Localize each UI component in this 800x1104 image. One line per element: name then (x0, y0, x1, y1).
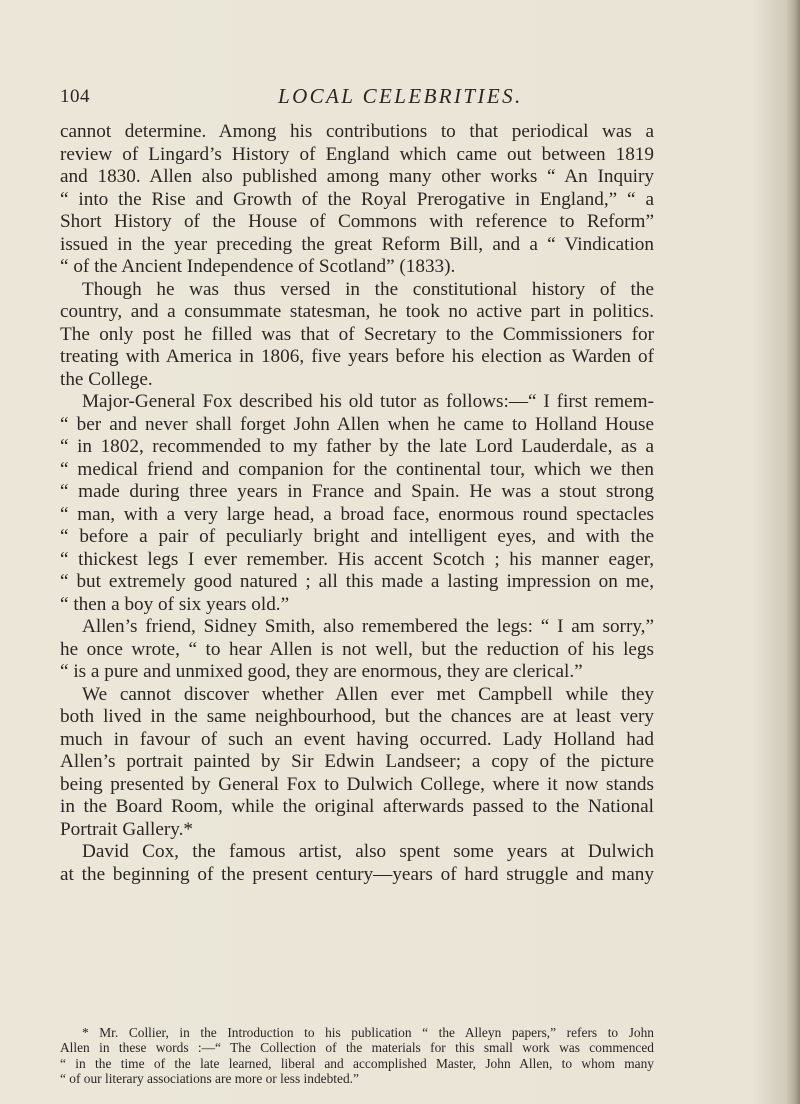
text-line: the College. (60, 368, 153, 390)
text-line: “ before a pair of peculiarly bright and intelligent eyes, and with the (60, 526, 654, 547)
text-line: being presented by General Fox to Dulwich College, where it now stands (60, 773, 654, 795)
text-line: he once wrote, “ to hear Allen is not well, but the reduction of his legs (60, 638, 654, 660)
page-edge-shadow (786, 0, 800, 1104)
text-line: “ made during three years in France and Spain. He was a stout strong (60, 481, 654, 502)
text-line: “ but extremely good natured ; all this made a lasting impression on me, (60, 571, 654, 592)
text-line: “ then a boy of six years old.” (60, 593, 290, 615)
text-line: treating with America in 1806, five years before his election as Warden of (60, 346, 654, 367)
text-line: Allen’s portrait painted by Sir Edwin Landseer; a copy of the picture (60, 751, 654, 772)
paragraph-start: Major-General Fox described his old tutor as follows:—“ I first remem- (82, 391, 654, 412)
text-line: cannot determine. Among his contributions to that periodical was a (60, 121, 654, 142)
text-line: issued in the year preceding the great Reform Bill, and a “ Vindication (60, 233, 654, 255)
footnote-line: “ of our literary associations are more or less indebted.” (60, 1070, 359, 1086)
text-line: Short History of the House of Commons with reference to Reform” (60, 211, 654, 232)
footnote-line: Allen in these words :—“ The Collection of the materials for this small work was commenced (60, 1040, 654, 1056)
body-text (60, 121, 654, 886)
paragraph-start: Though he was thus versed in the constitutional history of the (82, 278, 654, 300)
page-number: 104 (60, 86, 90, 107)
text-line: country, and a consummate statesman, he took no active part in politics. (60, 301, 654, 322)
text-line: both lived in the same neighbourhood, but the chances are at least very (60, 706, 654, 727)
text-line: and 1830. Allen also published among many other works “ An Inquiry (60, 166, 654, 187)
text-line: “ is a pure and unmixed good, they are enormous, they are clerical.” (60, 661, 583, 682)
running-head: LOCAL CELEBRITIES. (278, 84, 523, 108)
page-header (60, 84, 652, 114)
paragraph-start: Allen’s friend, Sidney Smith, also remembered the legs: “ I am sorry,” (82, 616, 654, 637)
text-line: The only post he filled was that of Secretary to the Commissioners for (60, 323, 654, 345)
text-line: “ thickest legs I ever remember. His accent Scotch ; his manner eager, (60, 548, 654, 570)
text-line: Portrait Gallery.* (60, 818, 194, 840)
text-line: “ in 1802, recommended to my father by the late Lord Lauderdale, as a (60, 436, 654, 457)
text-line: in the Board Room, while the original afterwards passed to the National (60, 796, 654, 817)
text-line: much in favour of such an event having occurred. Lady Holland had (60, 728, 654, 750)
text-line: “ into the Rise and Growth of the Royal Prerogative in England,” “ a (60, 188, 654, 210)
footnote (60, 1025, 654, 1086)
footnote-line: “ in the time of the late learned, liberal and accomplished Master, John Allen, to whom many (60, 1055, 654, 1071)
text-line: review of Lingard’s History of England which came out between 1819 (60, 143, 654, 165)
text-line: “ ber and never shall forget John Allen when he came to Holland House (60, 413, 654, 435)
paragraph-start: David Cox, the famous artist, also spent some years at Dulwich (82, 841, 654, 862)
text-line: “ of the Ancient Independence of Scotland” (1833). (60, 256, 456, 277)
text-line: “ medical friend and companion for the continental tour, which we then (60, 458, 654, 480)
footnote-line: * Mr. Collier, in the Introduction to his publication “ the Alleyn papers,” refers to John (82, 1025, 654, 1040)
paragraph-start: We cannot discover whether Allen ever met Campbell while they (82, 683, 654, 705)
text-line: at the beginning of the present century—years of hard struggle and many (60, 863, 654, 885)
text-line: “ man, with a very large head, a broad face, enormous round spectacles (60, 503, 654, 525)
